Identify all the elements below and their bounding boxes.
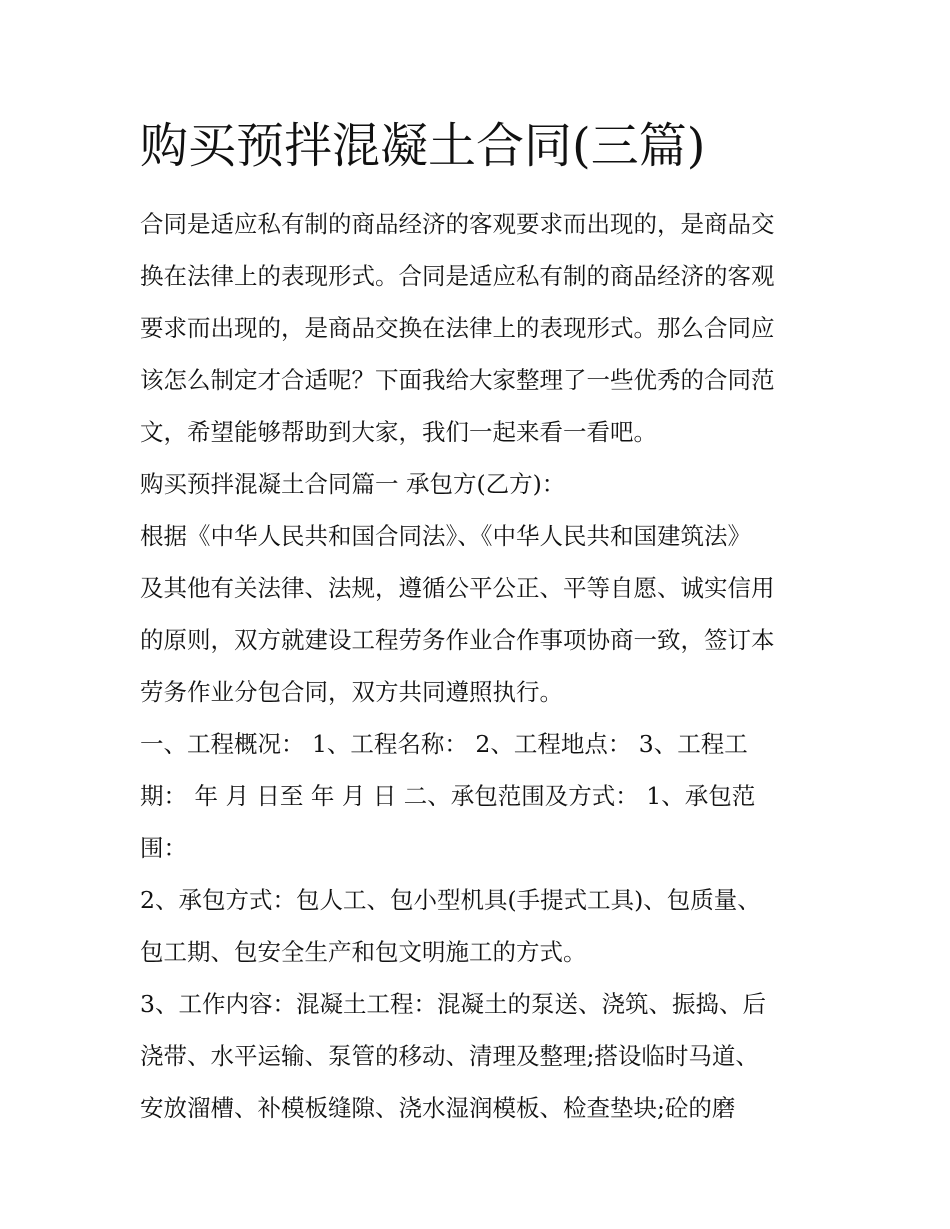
section-heading-line: 购买预拌混凝土合同篇一 承包方(乙方)：: [140, 470, 566, 498]
paragraph-line: 该怎么制定才合适呢？下面我给大家整理了一些优秀的合同范: [140, 366, 775, 394]
paragraph-line: 包工期、包安全生产和包文明施工的方式。: [140, 938, 587, 966]
paragraph-line: 文，希望能够帮助到大家，我们一起来看一看吧。: [140, 418, 657, 446]
paragraph-line: 劳务作业分包合同，双方共同遵照执行。: [140, 678, 563, 706]
paragraph-line: 围：: [140, 834, 187, 862]
paragraph-line: 合同是适应私有制的商品经济的客观要求而出现的，是商品交: [140, 210, 775, 238]
paragraph-line: 要求而出现的，是商品交换在法律上的表现形式。那么合同应: [140, 314, 775, 342]
paragraph-line: 换在法律上的表现形式。合同是适应私有制的商品经济的客观: [140, 262, 775, 290]
paragraph-line: 根据《中华人民共和国合同法》、《中华人民共和国建筑法》: [140, 522, 751, 550]
paragraph-line: 安放溜槽、补模板缝隙、浇水湿润模板、检查垫块;砼的磨: [140, 1094, 736, 1122]
paragraph-line: 及其他有关法律、法规，遵循公平公正、平等自愿、诚实信用: [140, 574, 775, 602]
paragraph-line: 2、承包方式：包人工、包小型机具(手提式工具)、包质量、: [140, 886, 761, 914]
paragraph-line: 期： 年 月 日至 年 月 日 二、承包范围及方式： 1、承包范: [140, 782, 756, 810]
paragraph-line: 一、工程概况： 1、工程名称： 2、工程地点： 3、工程工: [140, 730, 748, 758]
paragraph-line: 浇带、水平运输、泵管的移动、清理及整理;搭设临时马道、: [140, 1042, 759, 1070]
paragraph-line: 的原则，双方就建设工程劳务作业合作事项协商一致，签订本: [140, 626, 775, 654]
document-body: [140, 198, 820, 1134]
paragraph-line: 3、工作内容：混凝土工程：混凝土的泵送、浇筑、振捣、后: [140, 990, 766, 1018]
document-title: 购买预拌混凝土合同(三篇): [140, 118, 706, 174]
